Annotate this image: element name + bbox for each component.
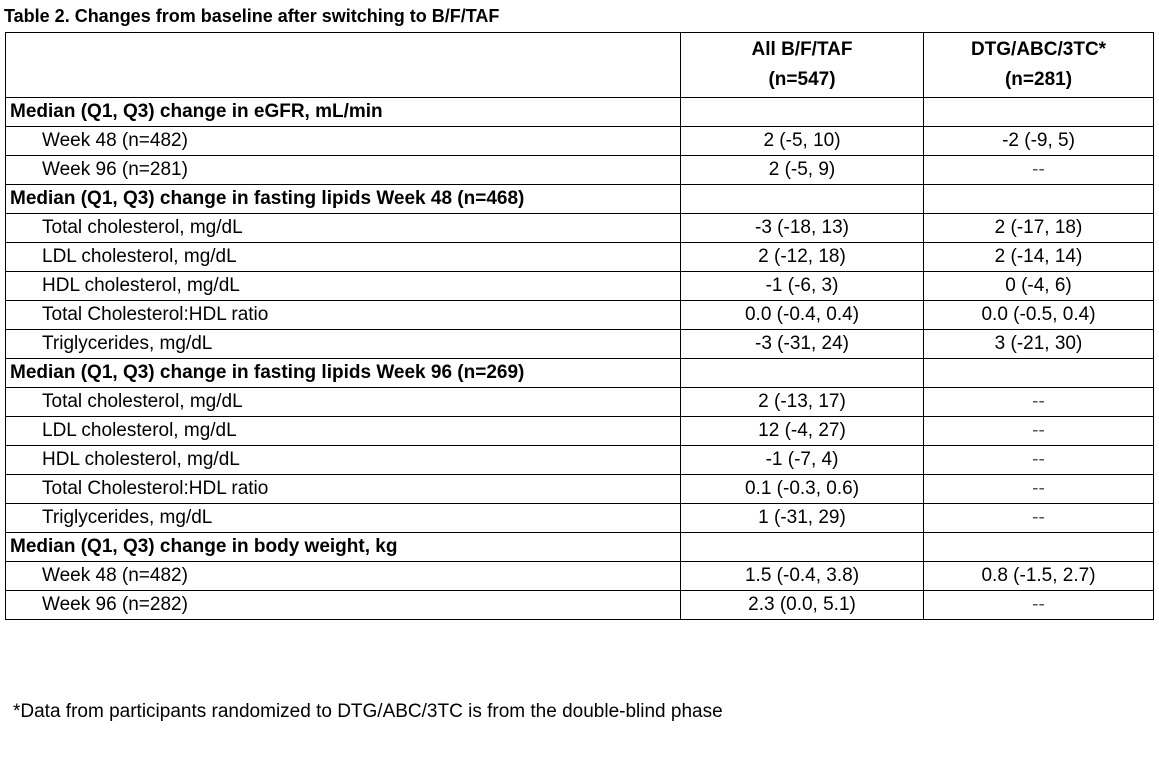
- table-row: [6, 127, 1154, 156]
- row-label: Week 48 (n=482): [6, 127, 681, 156]
- section-empty-cell: [924, 359, 1154, 388]
- table-row: [6, 243, 1154, 272]
- table-row: [6, 272, 1154, 301]
- row-label: HDL cholesterol, mg/dL: [6, 272, 681, 301]
- table-row: [6, 301, 1154, 330]
- table-row: [6, 591, 1154, 620]
- row-label: Total cholesterol, mg/dL: [6, 388, 681, 417]
- bftaf-value: 2 (-12, 18): [681, 243, 924, 272]
- row-label: Week 48 (n=482): [6, 562, 681, 591]
- row-label: Week 96 (n=281): [6, 156, 681, 185]
- section-empty-cell: [924, 185, 1154, 214]
- bftaf-value: -1 (-7, 4): [681, 446, 924, 475]
- dtg-value: 2 (-17, 18): [924, 214, 1154, 243]
- bftaf-value: 1 (-31, 29): [681, 504, 924, 533]
- table-row: [6, 330, 1154, 359]
- bftaf-value: 12 (-4, 27): [681, 417, 924, 446]
- bftaf-value: 2 (-5, 10): [681, 127, 924, 156]
- dtg-value: 0.0 (-0.5, 0.4): [924, 301, 1154, 330]
- header-dtg: [924, 33, 1154, 98]
- section-empty-cell: [681, 359, 924, 388]
- dtg-value: --: [924, 417, 1154, 446]
- row-label: HDL cholesterol, mg/dL: [6, 446, 681, 475]
- section-empty-cell: [924, 98, 1154, 127]
- bftaf-value: 2 (-13, 17): [681, 388, 924, 417]
- header-row: [6, 33, 1154, 98]
- section-empty-cell: [681, 185, 924, 214]
- section-row: [6, 533, 1154, 562]
- dtg-value: 2 (-14, 14): [924, 243, 1154, 272]
- bftaf-value: -3 (-31, 24): [681, 330, 924, 359]
- dtg-value: --: [924, 504, 1154, 533]
- section-empty-cell: [681, 533, 924, 562]
- section-empty-cell: [681, 98, 924, 127]
- section-row: [6, 98, 1154, 127]
- section-row: [6, 359, 1154, 388]
- bftaf-value: 1.5 (-0.4, 3.8): [681, 562, 924, 591]
- header-dtg-name: DTG/ABC/3TC*: [970, 39, 1107, 60]
- bftaf-value: 2 (-5, 9): [681, 156, 924, 185]
- table-row: [6, 156, 1154, 185]
- bftaf-value: -1 (-6, 3): [681, 272, 924, 301]
- section-title: Median (Q1, Q3) change in fasting lipids Week 96 (n=269): [6, 359, 681, 388]
- dtg-value: -2 (-9, 5): [924, 127, 1154, 156]
- table-row: [6, 446, 1154, 475]
- results-table: [5, 32, 1154, 620]
- header-empty-cell: [6, 33, 681, 98]
- bftaf-value: 0.0 (-0.4, 0.4): [681, 301, 924, 330]
- dtg-value: --: [924, 475, 1154, 504]
- dtg-value: 0 (-4, 6): [924, 272, 1154, 301]
- header-bftaf-name: All B/F/TAF: [751, 39, 853, 60]
- dtg-value: --: [924, 388, 1154, 417]
- row-label: Triglycerides, mg/dL: [6, 504, 681, 533]
- row-label: Total Cholesterol:HDL ratio: [6, 301, 681, 330]
- header-bftaf-n: (n=547): [768, 69, 836, 90]
- section-row: [6, 185, 1154, 214]
- table-caption: Table 2. Changes from baseline after switching to B/F/TAF: [4, 6, 500, 26]
- bftaf-value: -3 (-18, 13): [681, 214, 924, 243]
- dtg-value: --: [924, 156, 1154, 185]
- bftaf-value: 0.1 (-0.3, 0.6): [681, 475, 924, 504]
- section-title: Median (Q1, Q3) change in body weight, kg: [6, 533, 681, 562]
- table-row: [6, 475, 1154, 504]
- row-label: Week 96 (n=282): [6, 591, 681, 620]
- dtg-value: --: [924, 591, 1154, 620]
- row-label: LDL cholesterol, mg/dL: [6, 243, 681, 272]
- table-row: [6, 417, 1154, 446]
- table-row: [6, 388, 1154, 417]
- row-label: LDL cholesterol, mg/dL: [6, 417, 681, 446]
- footnote: *Data from participants randomized to DTG/ABC/3TC is from the double-blind phase: [13, 701, 723, 722]
- table-row: [6, 562, 1154, 591]
- dtg-value: 3 (-21, 30): [924, 330, 1154, 359]
- dtg-value: --: [924, 446, 1154, 475]
- bftaf-value: 2.3 (0.0, 5.1): [681, 591, 924, 620]
- header-dtg-n: (n=281): [1004, 69, 1073, 90]
- section-title: Median (Q1, Q3) change in fasting lipids Week 48 (n=468): [6, 185, 681, 214]
- row-label: Total Cholesterol:HDL ratio: [6, 475, 681, 504]
- row-label: Triglycerides, mg/dL: [6, 330, 681, 359]
- header-bftaf: [681, 33, 924, 98]
- dtg-value: 0.8 (-1.5, 2.7): [924, 562, 1154, 591]
- section-title: Median (Q1, Q3) change in eGFR, mL/min: [6, 98, 681, 127]
- row-label: Total cholesterol, mg/dL: [6, 214, 681, 243]
- section-empty-cell: [924, 533, 1154, 562]
- table-row: [6, 214, 1154, 243]
- table-row: [6, 504, 1154, 533]
